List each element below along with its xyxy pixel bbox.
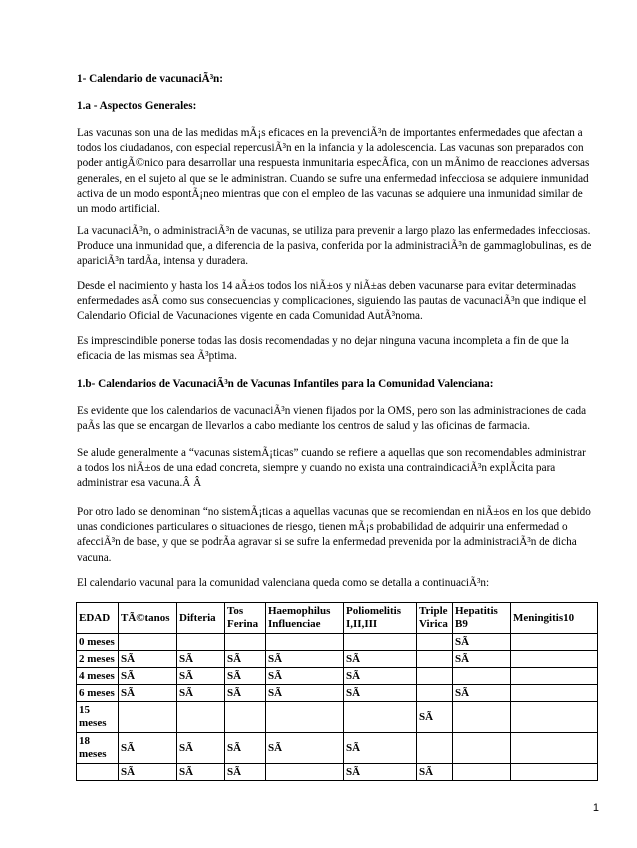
column-header: EDAD <box>77 603 119 634</box>
table-cell <box>417 634 453 651</box>
table-cell: SÃ <box>119 668 177 685</box>
table-row <box>77 733 598 764</box>
table-cell: SÃ <box>225 651 266 668</box>
table-cell <box>266 702 344 733</box>
table-cell <box>119 634 177 651</box>
subsection-title-calendarios: 1.b- Calendarios de VacunaciÃ³n de Vacunas Infantiles para la Comunidad Valenciana: <box>77 378 494 390</box>
table-cell <box>344 702 417 733</box>
subsection-title-general: 1.a - Aspectos Generales: <box>77 100 197 112</box>
table-cell <box>266 764 344 781</box>
table-cell <box>453 702 511 733</box>
column-header: Poliomelitis I,II,III <box>344 603 417 634</box>
table-cell <box>119 702 177 733</box>
table-row <box>77 651 598 668</box>
paragraph-no-sistematicas: Por otro lado se denominan “no sistemÃ¡ticas a aquellas vacunas que se recomiendan en niÃ±os en los que debido unas condiciones particulares o situaciones de riesgo, tienen mÃ¡s probabilidad de adquirir una enfermedad o afecciÃ³n de base, y que se podrÃa agravar si se sufre la enfermedad prevenida por la administraciÃ³n de dicha vacuna. <box>77 506 591 564</box>
table-cell: SÃ <box>177 685 225 702</box>
table-cell <box>417 651 453 668</box>
table-cell: SÃ <box>225 685 266 702</box>
column-header: Tos Ferina <box>225 603 266 634</box>
table-cell: SÃ <box>453 651 511 668</box>
table-cell: 15 meses <box>77 702 119 733</box>
paragraph-calendario-intro: El calendario vacunal para la comunidad valenciana queda como se detalla a continuaciÃ³n: <box>77 577 490 589</box>
table-cell: SÃ <box>453 685 511 702</box>
table-cell <box>511 685 598 702</box>
table-header-row <box>77 603 598 634</box>
section-title: 1- Calendario de vacunaciÃ³n: <box>77 73 223 85</box>
table-row <box>77 634 598 651</box>
table-cell: SÃ <box>266 668 344 685</box>
table-cell: SÃ <box>417 702 453 733</box>
table-row <box>77 668 598 685</box>
table-cell: SÃ <box>266 685 344 702</box>
table-cell: SÃ <box>119 651 177 668</box>
table-cell <box>511 764 598 781</box>
table-cell: 6 meses <box>77 685 119 702</box>
paragraph-sistematicas: Se alude generalmente a “vacunas sistemÃ¡ticas” cuando se refiere a aquellas que son recomendables administrar a todos los niÃ±os de una edad concreta, siempre y cuando no exista una contraindicaciÃ³n explÃcita para administrar esa vacuna.Â Â <box>77 447 586 490</box>
table-cell <box>417 733 453 764</box>
paragraph-nacimiento: Desde el nacimiento y hasta los 14 aÃ±os todos los niÃ±os y niÃ±as deben vacunarse para evitar determinadas enfermedades asÃ como sus consecuencias y complicaciones, siguiendo las pautas de vacunaciÃ³n que indique el Calendario Oficial de Vacunaciones vigente en cada Comunidad AutÃ³noma. <box>77 280 587 323</box>
table-cell: SÃ <box>453 634 511 651</box>
column-header: Difteria <box>177 603 225 634</box>
table-cell <box>511 668 598 685</box>
paragraph-vacunacion: La vacunaciÃ³n, o administraciÃ³n de vacunas, se utiliza para prevenir a largo plazo las enfermedades infecciosas. Produce una inmunidad que, a diferencia de la pasiva, conferida por la administraciÃ³n de gammaglobulinas, es de apariciÃ³n tardÃa, intensa y duradera. <box>77 225 592 268</box>
table-cell: SÃ <box>344 733 417 764</box>
table-cell: SÃ <box>177 764 225 781</box>
table-row <box>77 764 598 781</box>
table-cell: SÃ <box>177 651 225 668</box>
table-cell <box>225 634 266 651</box>
table-cell <box>417 668 453 685</box>
table-cell: SÃ <box>266 733 344 764</box>
column-header: Meningitis10 <box>511 603 598 634</box>
table-cell <box>344 634 417 651</box>
column-header: Triple Virica <box>417 603 453 634</box>
table-cell <box>177 702 225 733</box>
table-cell <box>453 733 511 764</box>
column-header: TÃ©tanos <box>119 603 177 634</box>
table-cell: SÃ <box>344 651 417 668</box>
table-cell <box>266 634 344 651</box>
table-cell <box>453 764 511 781</box>
table-cell <box>511 651 598 668</box>
table-cell: SÃ <box>177 733 225 764</box>
table-cell: SÃ <box>344 685 417 702</box>
table-cell: SÃ <box>119 685 177 702</box>
table-cell <box>511 634 598 651</box>
table-cell <box>77 764 119 781</box>
table-cell: SÃ <box>417 764 453 781</box>
table-cell: SÃ <box>225 668 266 685</box>
table-cell <box>511 702 598 733</box>
page-number: 1 <box>592 802 599 814</box>
table-cell: SÃ <box>266 651 344 668</box>
table-cell: SÃ <box>119 764 177 781</box>
table-cell: SÃ <box>119 733 177 764</box>
table-cell <box>177 634 225 651</box>
table-cell <box>417 685 453 702</box>
table-row <box>77 685 598 702</box>
table-cell <box>225 702 266 733</box>
table-cell <box>511 733 598 764</box>
table-cell: 18 meses <box>77 733 119 764</box>
table-cell: SÃ <box>344 668 417 685</box>
table-cell <box>453 668 511 685</box>
column-header: Hepatitis B9 <box>453 603 511 634</box>
table-row <box>77 702 598 733</box>
table-cell: 4 meses <box>77 668 119 685</box>
table-cell: SÃ <box>225 764 266 781</box>
table-cell: 2 meses <box>77 651 119 668</box>
column-header: Haemophilus Influenciae <box>266 603 344 634</box>
paragraph-oms: Es evidente que los calendarios de vacunaciÃ³n vienen fijados por la OMS, pero son las administraciones de cada paÃs las que se encargan de llevarlos a cabo mediante los centros de salud y las oficinas de farmacia. <box>77 405 587 433</box>
paragraph-dosis: Es imprescindible ponerse todas las dosis recomendadas y no dejar ninguna vacuna incompleta a fin de que la eficacia de las mismas sea Ã³ptima. <box>77 335 569 363</box>
paragraph-vacunas-intro: Las vacunas son una de las medidas mÃ¡s eficaces en la prevenciÃ³n de importantes enfermedades que afectan a todos los ciudadanos, con especial repercusiÃ³n en la infancia y la adolescencia. Las vacunas son preparados con poder antigÃ©nico para desarrollar una respuesta inmunitaria especÃfica, con un mÃnimo de reacciones adversas generales, en el sujeto al que se le administran. Cuando se sufre una enfermedad infecciosa se adquiere inmunidad activa de un modo espontÃ¡neo mientras que con el empleo de las vacunas se adquiere una inmunidad similar de un modo artificial. <box>77 127 590 216</box>
table-cell: 0 meses <box>77 634 119 651</box>
vaccination-calendar-table <box>76 602 598 781</box>
table-cell: SÃ <box>344 764 417 781</box>
table-cell: SÃ <box>177 668 225 685</box>
table-cell: SÃ <box>225 733 266 764</box>
